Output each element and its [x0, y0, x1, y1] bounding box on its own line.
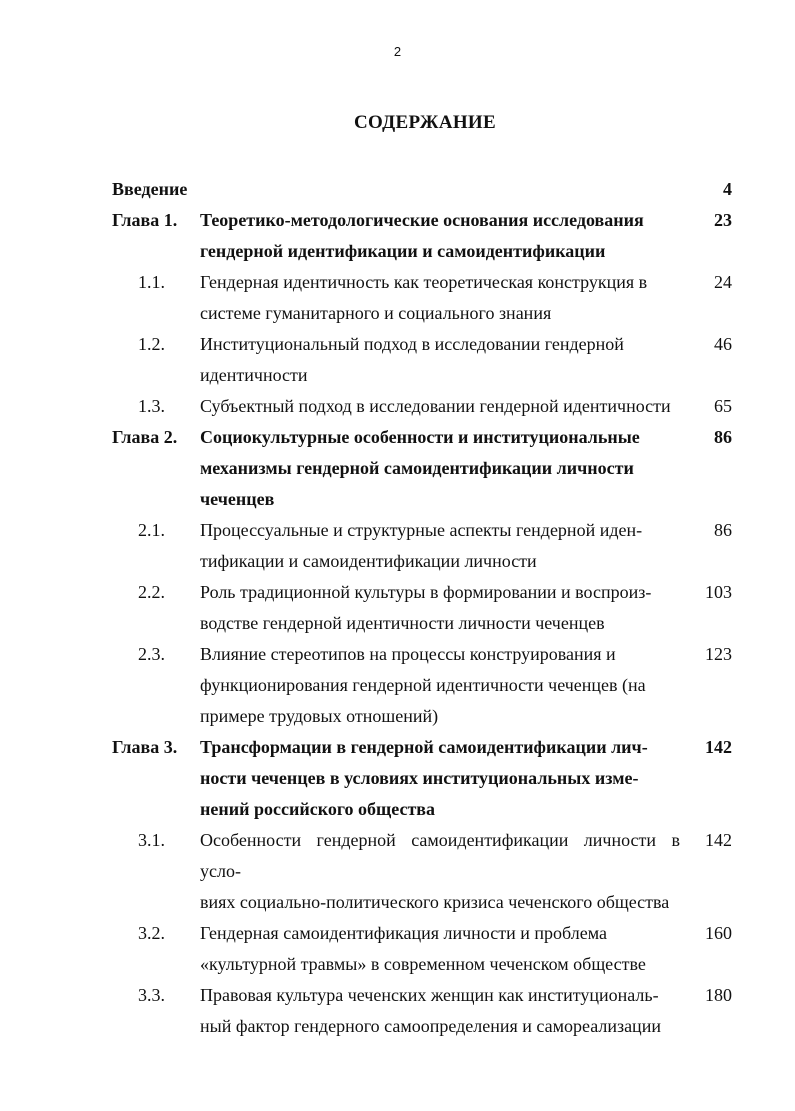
toc-chapter-title-line: Социокультурные особенности и институциональные [200, 427, 640, 447]
page-title: СОДЕРЖАНИЕ [354, 112, 496, 133]
toc-section-title-line: виях социально-политического кризиса чеченского общества [200, 892, 670, 912]
toc-section-page: 123 [705, 644, 732, 664]
toc-section-title [200, 391, 680, 422]
toc-chapter-title-line: ности чеченцев в условиях институциональных изме- [200, 768, 639, 788]
toc-section-title-line: водстве гендерной идентичности личности чеченцев [200, 613, 605, 633]
toc-section-title-line: Роль традиционной культуры в формировании и воспроиз- [200, 582, 652, 602]
toc-chapter-title-line: гендерной идентификации и самоидентификации [200, 241, 606, 261]
toc-chapter-2 [112, 422, 732, 515]
toc-section-title-line: системе гуманитарного и социального знания [200, 303, 552, 323]
toc-chapter-title [200, 205, 680, 267]
toc-section-number: 3.3. [138, 985, 165, 1005]
toc-chapter-3 [112, 732, 732, 825]
toc-section-3-1 [112, 825, 732, 918]
toc-section-2-2 [112, 577, 732, 639]
toc-chapter-number: Глава 3. [112, 737, 178, 757]
toc-section-title [200, 639, 680, 732]
toc-section-title [200, 825, 680, 918]
toc-section-title [200, 577, 680, 639]
toc-section-title-line: идентичности [200, 365, 308, 385]
toc-section-page: 103 [705, 582, 732, 602]
toc-section-number: 2.3. [138, 644, 165, 664]
toc-chapter-title [200, 422, 680, 515]
toc-chapter-page: 86 [714, 427, 732, 447]
toc-chapter-title-line: чеченцев [200, 489, 275, 509]
toc-chapter-title-line: нений российского общества [200, 799, 436, 819]
toc-section-number: 3.1. [138, 830, 165, 850]
toc-intro-label: Введение [112, 179, 188, 199]
toc-section-title-line: Гендерная идентичность как теоретическая конструкция в [200, 272, 648, 292]
toc-section-page: 46 [714, 334, 732, 354]
toc-section-title-line: Правовая культура чеченских женщин как институциональ- [200, 985, 659, 1005]
toc-section-number: 3.2. [138, 923, 165, 943]
toc-section-page: 142 [705, 830, 732, 850]
toc-chapter-page: 23 [714, 210, 732, 230]
toc-section-title [200, 515, 680, 577]
toc-section-number: 1.1. [138, 272, 165, 292]
toc-chapter-title [200, 732, 680, 825]
toc-section-3-2 [112, 918, 732, 980]
toc-section-title [200, 267, 680, 329]
toc-section-title [200, 980, 680, 1042]
toc-section-title-line: Процессуальные и структурные аспекты гендерной иден- [200, 520, 643, 540]
toc-section-3-3 [112, 980, 732, 1042]
toc-section-page: 24 [714, 272, 732, 292]
toc-section-title-line: функционирования гендерной идентичности чеченцев (на [200, 675, 646, 695]
toc-section-number: 1.3. [138, 396, 165, 416]
toc-section-title-line: ный фактор гендерного самоопределения и самореализации [200, 1016, 661, 1036]
toc-section-number: 2.1. [138, 520, 165, 540]
toc-chapter-page: 142 [705, 737, 732, 757]
toc-section-1-1 [112, 267, 732, 329]
toc-chapter-1 [112, 205, 732, 267]
table-of-contents [112, 174, 732, 1042]
toc-section-title [200, 329, 680, 391]
toc-section-page: 180 [705, 985, 732, 1005]
toc-section-title-line: Особенности гендерной самоидентификации личности в усло- [200, 830, 680, 881]
toc-section-1-3 [112, 391, 732, 422]
toc-section-title-line: Институциональный подход в исследовании гендерной [200, 334, 624, 354]
toc-section-number: 1.2. [138, 334, 165, 354]
toc-section-title-line: тификации и самоидентификации личности [200, 551, 537, 571]
toc-chapter-title-line: Теоретико-методологические основания исследования [200, 210, 644, 230]
toc-section-page: 160 [705, 923, 732, 943]
toc-section-title-line: Влияние стереотипов на процессы конструирования и [200, 644, 616, 664]
toc-section-page: 86 [714, 520, 732, 540]
toc-section-title [200, 918, 680, 980]
toc-chapter-number: Глава 2. [112, 427, 178, 447]
toc-chapter-number: Глава 1. [112, 210, 178, 230]
toc-chapter-title-line: Трансформации в гендерной самоидентификации лич- [200, 737, 648, 757]
toc-section-number: 2.2. [138, 582, 165, 602]
toc-section-2-1 [112, 515, 732, 577]
page-number: 2 [393, 44, 402, 59]
toc-section-title-line: Гендерная самоидентификация личности и проблема [200, 923, 607, 943]
toc-section-2-3 [112, 639, 732, 732]
toc-entry-intro [112, 174, 732, 205]
toc-intro-page: 4 [723, 179, 732, 199]
toc-section-title-line: Субъектный подход в исследовании гендерной идентичности [200, 396, 671, 416]
toc-section-page: 65 [714, 396, 732, 416]
toc-section-1-2 [112, 329, 732, 391]
toc-section-title-line: «культурной травмы» в современном чеченском обществе [200, 954, 646, 974]
toc-section-title-line: примере трудовых отношений) [200, 706, 439, 726]
toc-chapter-title-line: механизмы гендерной самоидентификации личности [200, 458, 634, 478]
